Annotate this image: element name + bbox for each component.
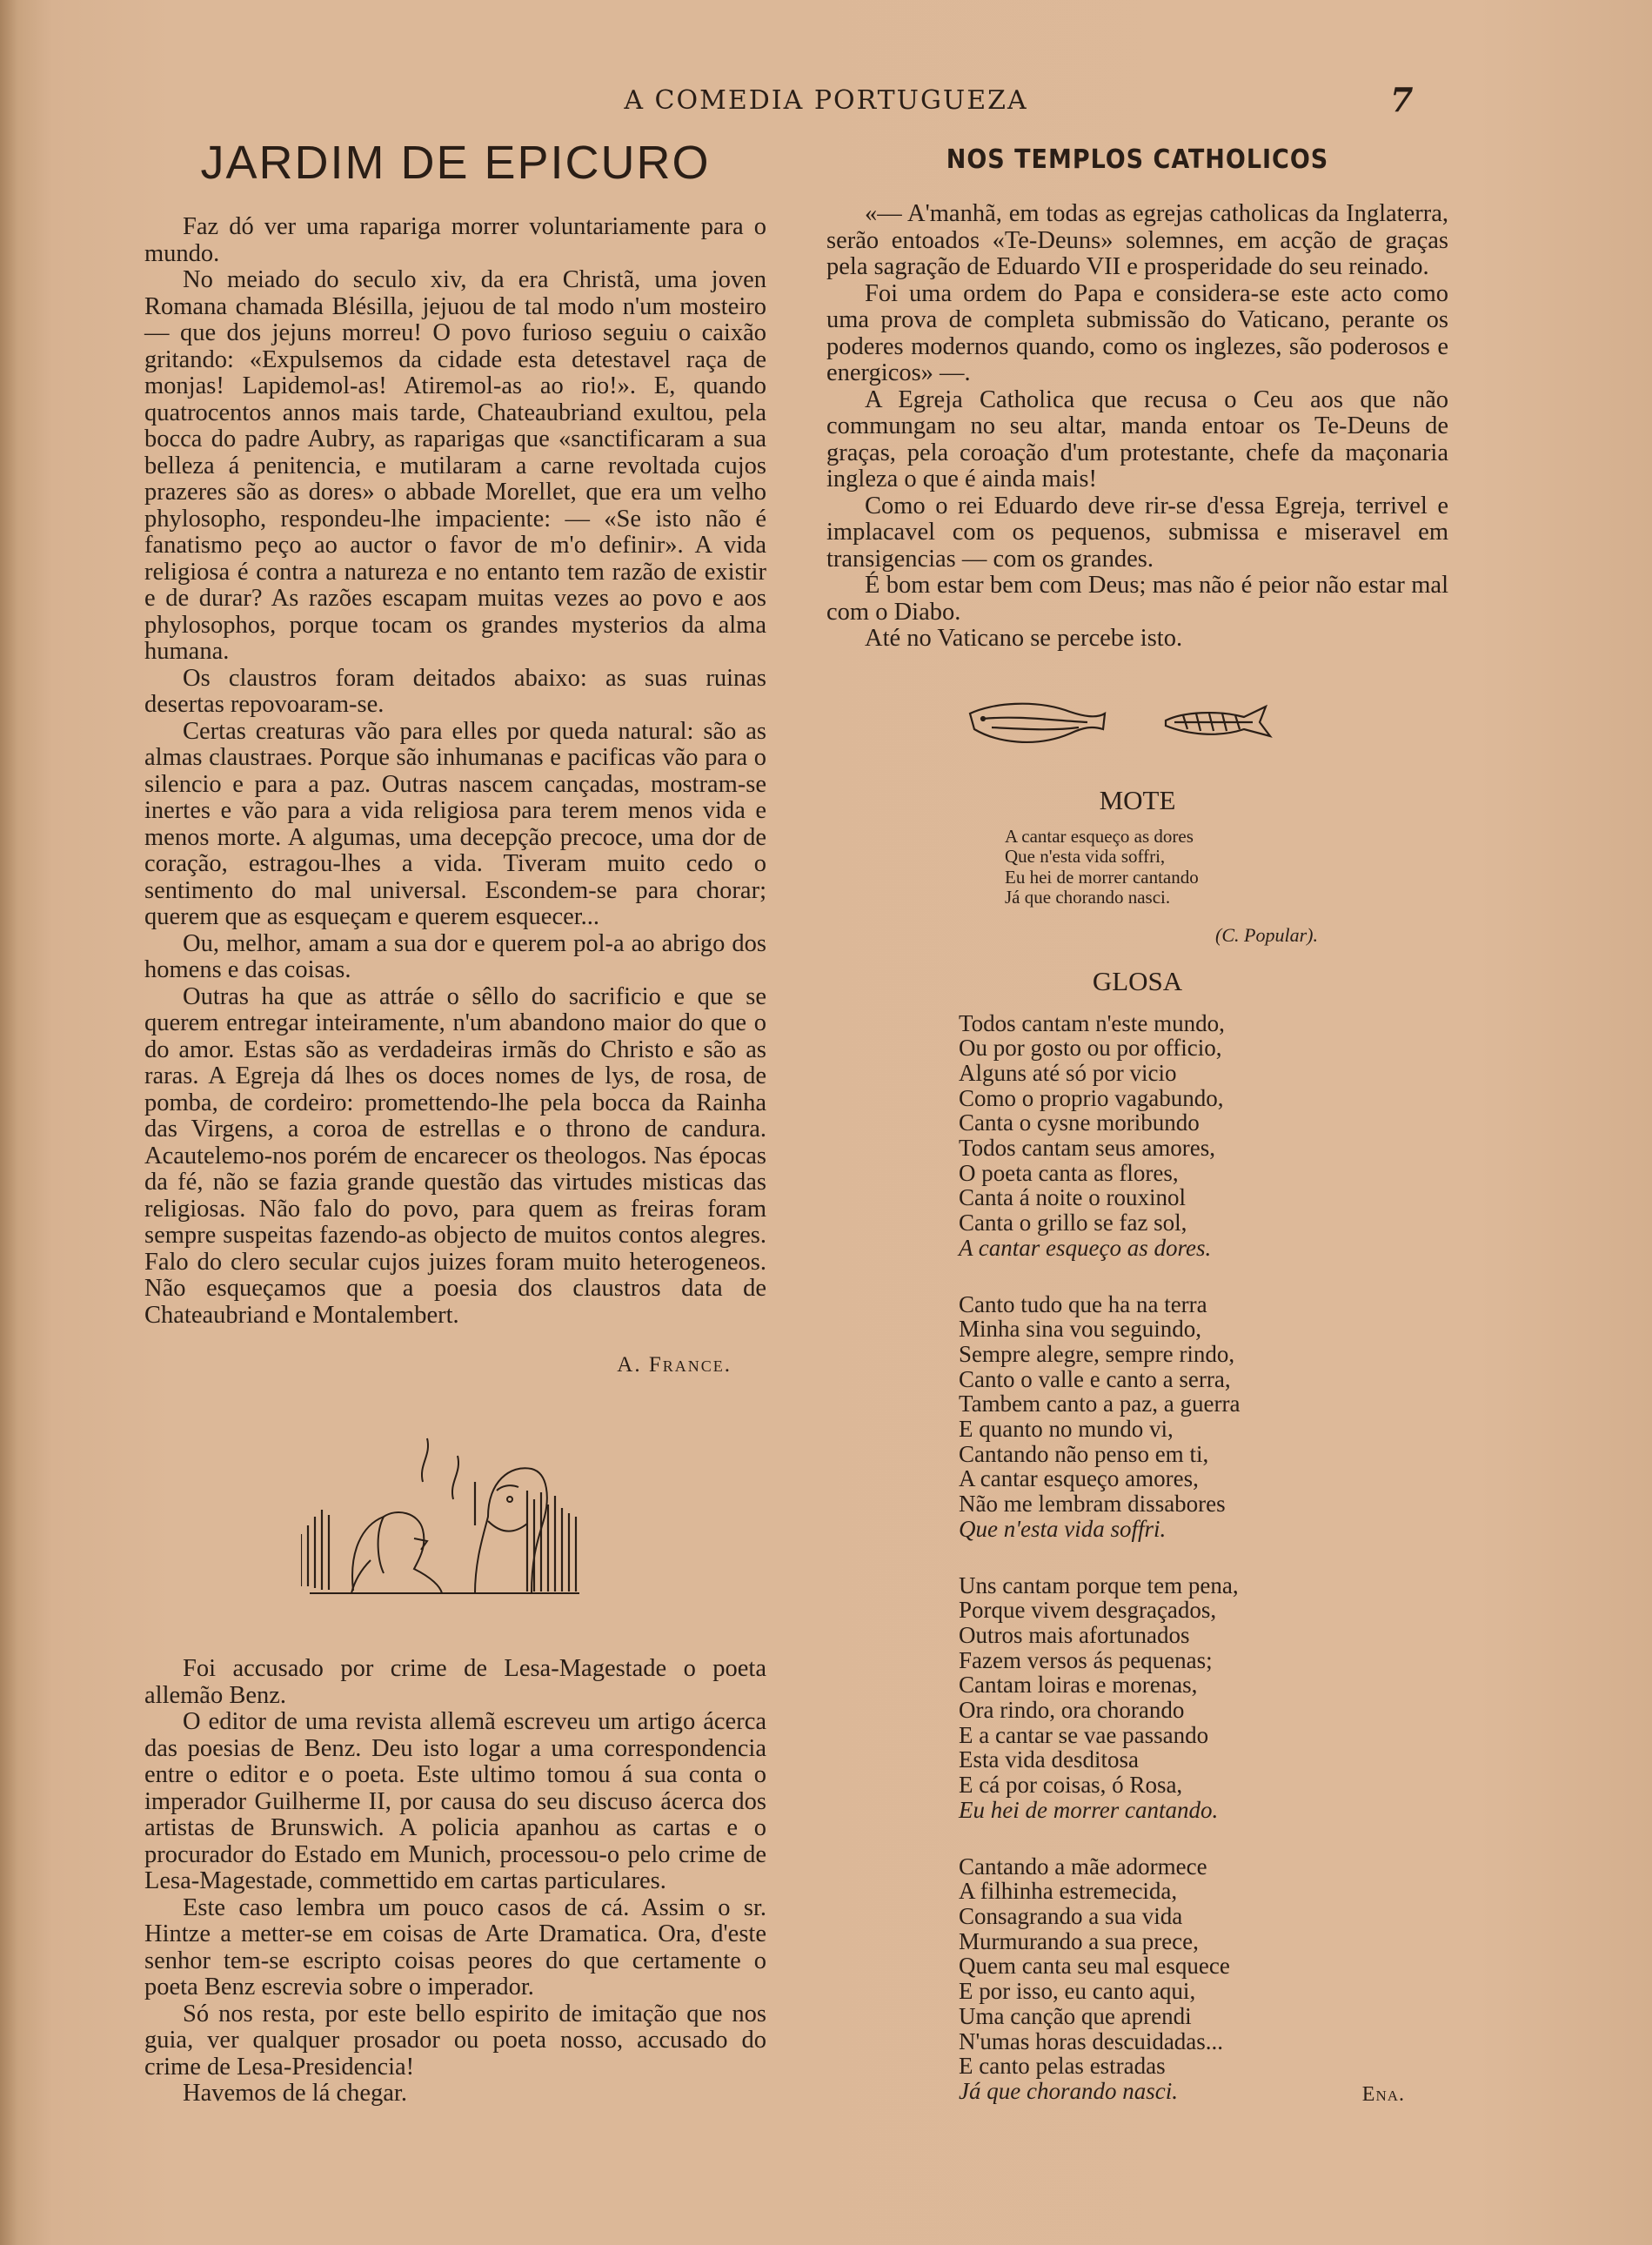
stanza <box>959 1292 1448 1542</box>
article-title-templos: NOS TEMPLOS CATHOLICOS <box>946 144 1329 175</box>
paragraph: O editor de uma revista allemã escreveu um artigo ácerca das poesias de Benz. Deu isto logar a uma correspondencia entre o editor e o poeta. Este ultimo tomou á sua conta o imperador Guilherme II, por causa do seu discuso ácerca dos artistas de Brunswich. A policia apanhou as cartas e o procurador do Estado em Munich, processou-o pelo crime de Lesa-Magestade, commettido em cartas particulares. <box>144 1708 766 1894</box>
page-number: 7 <box>1390 80 1414 119</box>
verse-line: Cantando não penso em ti, <box>959 1440 1209 1467</box>
verse-line: Não me lembram dissabores <box>959 1491 1226 1518</box>
verse-line: Que n'esta vida soffri, <box>1005 846 1166 867</box>
verse-line: Minha sina vou seguindo, <box>959 1316 1201 1343</box>
paragraph: A Egreja Catholica que recusa o Ceu aos que não commungam no seu altar, manda entoar os Te-Deuns de graças, pela coroação d'um protestante, chefe da maçonaria ingleza o que é ainda mais! <box>826 385 1448 493</box>
verse-line: Canta o grillo se faz sol, <box>959 1210 1187 1236</box>
verse-line: Canta á noite o rouxinol <box>959 1184 1186 1211</box>
paragraph: Até no Vaticano se percebe isto. <box>865 625 1183 652</box>
left-column <box>144 131 766 2108</box>
paragraph: Outras ha que as attráe o sêllo do sacrificio e que se querem entregar inteiramente, n'um abandono maior do que o do amor. Estas são as verdadeiras irmãs do Christo e são as raras. A Egreja dá lhes os doces nomes de lys, de rosa, de pomba, de cordeiro: promettendo-lhe pela bocca da Rainha das Virgens, a coroa de estrellas e o throno de candura. Acautelemo-nos porém de encarecer os theologos. Nas épocas da fé, não se fazia grande questão das virtudes misticas das religiosas. Não falo do povo, para quem as freiras foram sempre suspeitas fazendo-as objecto de muitos contos alegres. Falo do clero secular cujos juizes foram muito heterogeneos. Não esqueçamos que a poesia dos claustros data de Chateaubriand e Montalembert. <box>144 982 766 1329</box>
mote-attribution: (C. Popular). <box>1215 923 1318 946</box>
verse-line: Canto tudo que ha na terra <box>959 1290 1207 1317</box>
paragraph: Este caso lembra um pouco casos de cá. Assim o sr. Hintze a metter-se em coisas de Arte Dramatica. Ora, d'este senhor tem-se escripto coisas peores do que certamente o poeta Benz escrevia sobre o imperador. <box>144 1893 766 2000</box>
paragraph: Os claustros foram deitados abaixo: as suas ruinas desertas repovoaram-se. <box>144 664 766 718</box>
paragraph: Certas creaturas vão para elles por queda natural: são as almas claustraes. Porque são inhumanas e pacificas vão para o silencio e para a paz. Outras nascem cançadas, mostram-se inertes e vão para a vida religiosa para terem menos vida e menos morte. A algumas, uma decepção precoce, uma dor de coração, estragou-lhes a vida. Tiveram muito cedo o sentimento do mal universal. Escondem-se para chorar; querem que as esqueçam e querem esquecer... <box>144 717 766 930</box>
verse-line-refrain: Eu hei de morrer cantando. <box>959 1796 1219 1823</box>
paragraph: Foi uma ordem do Papa e considera-se este acto como uma prova de completa submissão do Vaticano, perante os poderes modernos quando, como os inglezes, são poderosos e energicos» —. <box>826 279 1448 386</box>
verse-line: Todos cantam n'este mundo, <box>959 1009 1225 1036</box>
right-column <box>826 131 1448 2107</box>
verse-line-refrain: A cantar esqueço as dores. <box>959 1234 1212 1261</box>
verse-line: Consagrando a sua vida <box>959 1903 1183 1929</box>
verse-line: Outros mais afortunados <box>959 1621 1190 1648</box>
mote-verses <box>1005 827 1448 908</box>
verse-line: E quanto no mundo vi, <box>959 1416 1174 1443</box>
verse-line: Como o proprio vagabundo, <box>959 1084 1224 1111</box>
verse-line: Murmurando a sua prece, <box>959 1927 1199 1954</box>
verse-line: Cantam loiras e morenas, <box>959 1672 1198 1699</box>
paragraph: Havemos de lá chegar. <box>183 2080 407 2107</box>
paragraph: No meiado do seculo xiv, da era Christã, uma joven Romana chamada Blésilla, jejuou de tal modo n'um mosteiro — que dos jejuns morreu! O povo furioso seguiu o caixão gritando: «Expulsemos da cidade esta detestavel raça de monjas! Lapidemol-as! Atiremol-as ao rio!». E, quando quatrocentos annos mais tarde, Chateaubriand exultou, pela bocca do padre Aubry, as raparigas que «sanctificaram a sua belleza á penitencia, e mutilaram a carne revoltada cujos prazeres são as dores» o abbade Morellet, que era um velho phylosopho, respondeu-lhe impaciente: — «Se isto não é fanatismo peço ao auctor o favor de m'o definir». A vida religiosa é contra a natureza e no entanto tem razão de existir e de durar? As razões escapam muitas vezes ao povo e aos phylosophos, porque tocam os grandes mysterios da alma humana. <box>144 266 766 665</box>
verse-line: Uma canção que aprendi <box>959 2002 1192 2029</box>
verse-line-refrain: Já que chorando nasci. <box>959 2077 1178 2104</box>
verse-line-refrain: Que n'esta vida soffri. <box>959 1515 1167 1542</box>
verse-line: O poeta canta as flores, <box>959 1159 1179 1186</box>
paragraph: Como o rei Eduardo deve rir-se d'essa Egreja, terrivel e implacavel com os pequenos, submissa e miseravel em transigencias — com os grandes. <box>826 492 1448 573</box>
paragraph: «— A'manhã, em todas as egrejas catholicas da Inglaterra, serão entoados «Te-Deuns» solemnes, em acção de graças pela sagração de Eduardo VII e prosperidade do seu reinado. <box>826 200 1448 280</box>
verse-line: Já que chorando nasci. <box>1005 887 1171 908</box>
author-signature-ena: Ena. <box>1361 2082 1405 2106</box>
verse-line: E canto pelas estradas <box>959 2053 1166 2080</box>
verse-line: A filhinha estremecida, <box>959 1878 1178 1905</box>
verse-line: Eu hei de morrer cantando <box>1005 866 1199 888</box>
verse-line: E por isso, eu canto aqui, <box>959 1978 1196 2005</box>
stanza <box>959 1573 1448 1823</box>
verse-line: A cantar esqueço amores, <box>959 1465 1199 1492</box>
verse-line: Porque vivem desgraçados, <box>959 1597 1217 1624</box>
verse-line: N'umas horas descuidadas... <box>959 2027 1224 2054</box>
paragraph: Só nos resta, por este bello espirito de imitação que nos guia, ver qualquer prosador ou poeta nosso, accusado do crime de Lesa-Presidencia! <box>144 2000 766 2081</box>
binding-spine <box>0 0 45 2245</box>
verse-line: E a cantar se vae passando <box>959 1721 1209 1748</box>
mote-title: MOTE <box>1099 784 1176 815</box>
fish-ornament <box>966 694 1296 755</box>
stanza <box>959 1011 1448 1261</box>
paragraph: É bom estar bem com Deus; mas não é peior não estar mal com o Diabo. <box>826 572 1448 626</box>
glosa-poem <box>959 1011 1448 2104</box>
verse-line: Alguns até só por vicio <box>959 1059 1177 1086</box>
paragraph: Faz dó ver uma rapariga morrer voluntariamente para o mundo. <box>144 213 766 267</box>
verse-line: Canta o cysne moribundo <box>959 1109 1200 1136</box>
verse-line: Uns cantam porque tem pena, <box>959 1572 1239 1598</box>
article-title-jardim: JARDIM DE EPICURO <box>200 137 711 189</box>
glosa-title: GLOSA <box>1092 965 1183 996</box>
signature-france: A. France. <box>617 1353 732 1377</box>
verse-line: Cantando a mãe adormece <box>959 1853 1207 1880</box>
running-title: A COMEDIA PORTUGUEZA <box>624 85 1028 116</box>
paragraph: Foi accusado por crime de Lesa-Magestade o poeta allemão Benz. <box>144 1655 766 1709</box>
verse-line: Sempre alegre, sempre rindo, <box>959 1340 1235 1367</box>
verse-line: Todos cantam seus amores, <box>959 1135 1216 1162</box>
vignette-illustration <box>301 1430 597 1604</box>
paragraph: Ou, melhor, amam a sua dor e querem pol-a ao abrigo dos homens e das coisas. <box>144 929 766 983</box>
verse-line: Quem canta seu mal esquece <box>959 1953 1230 1980</box>
verse-line: Ou por gosto ou por officio, <box>959 1035 1222 1062</box>
verse-line: Esta vida desditosa <box>959 1746 1139 1773</box>
verse-line: E cá por coisas, ó Rosa, <box>959 1772 1183 1799</box>
verse-line: Fazem versos ás pequenas; <box>959 1646 1213 1673</box>
stanza <box>959 1854 1448 2104</box>
verse-line: A cantar esqueço as dores <box>1005 825 1194 847</box>
verse-line: Tambem canto a paz, a guerra <box>959 1391 1241 1417</box>
verse-line: Ora rindo, ora chorando <box>959 1697 1185 1724</box>
verse-line: Canto o valle e canto a serra, <box>959 1365 1231 1392</box>
